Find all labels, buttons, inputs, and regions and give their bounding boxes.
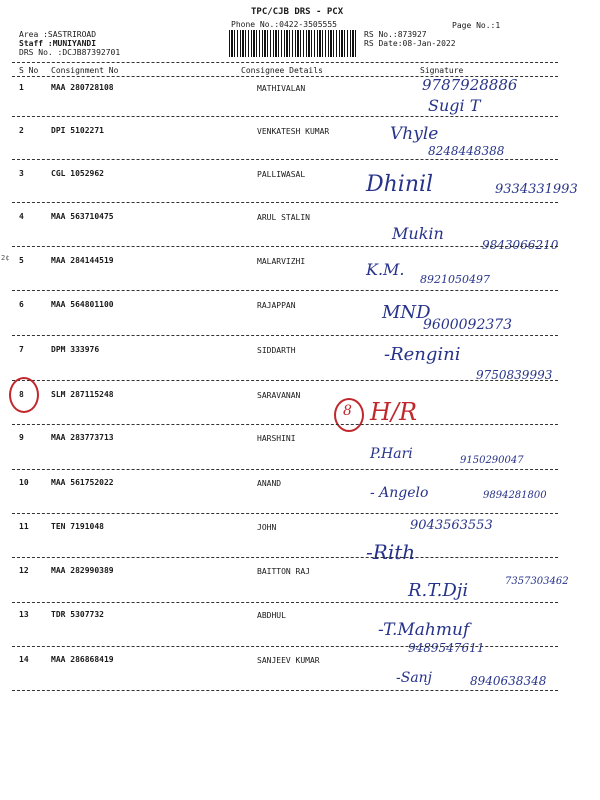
consignment-number: TDR 5307732: [51, 610, 104, 619]
row-number: 12: [19, 566, 29, 575]
rs-date: RS Date:08-Jan-2022: [364, 39, 456, 48]
signature-phone: 8940638348: [470, 674, 547, 688]
row-number: 8: [19, 390, 24, 399]
consignee-name: MALARVIZHI: [257, 257, 306, 266]
row-number: 14: [19, 655, 29, 664]
signature: MND: [382, 302, 431, 323]
column-header-consignee: Consignee Details: [241, 66, 323, 75]
signature: R.T.Dji: [408, 580, 469, 601]
consignment-number: MAA 561752022: [51, 478, 114, 487]
consignee-name: MATHIVALAN: [257, 84, 306, 93]
row-divider: [12, 690, 558, 691]
signature-phone: 9489547611: [408, 641, 485, 655]
consignee-name: ANAND: [257, 479, 282, 488]
signature-phone: 9894281800: [483, 490, 547, 501]
signature-phone: 9750839993: [476, 368, 553, 382]
barcode: [229, 30, 357, 57]
drs-number: DRS No. :DCJB87392701: [19, 48, 121, 57]
row-divider: [12, 469, 558, 470]
return-remark: H/R: [370, 398, 418, 426]
consignee-name: SARAVANAN: [257, 391, 301, 400]
row-divider: [12, 557, 558, 558]
row-number: 9: [19, 433, 24, 442]
row-divider: [12, 202, 558, 203]
consignee-name: VENKATESH KUMAR: [257, 127, 330, 136]
consignment-number: MAA 286868419: [51, 655, 114, 664]
area-label: Area :SASTRIROAD: [19, 30, 97, 39]
row-divider: [12, 335, 558, 336]
row-number: 13: [19, 610, 29, 619]
signature: Vhyle: [390, 124, 439, 144]
consignment-number: CGL 1052962: [51, 169, 104, 178]
consignment-number: MAA 283773713: [51, 433, 114, 442]
row-divider: [12, 290, 558, 291]
signature-phone: 8921050497: [420, 273, 490, 286]
staff-label: Staff :MUNIYANDI: [19, 39, 97, 48]
page-number: Page No.:1: [452, 21, 501, 30]
row-divider: [12, 424, 558, 425]
consignee-name: BAITTON RAJ: [257, 567, 310, 576]
row-number: 3: [19, 169, 24, 178]
signature: K.M.: [366, 260, 405, 279]
consignee-name: PALLIWASAL: [257, 170, 306, 179]
document-title: TPC/CJB DRS - PCX: [251, 7, 344, 17]
consignee-name: RAJAPPAN: [257, 301, 296, 310]
red-circled-number-text: 8: [343, 403, 352, 419]
consignment-number: MAA 564801100: [51, 300, 114, 309]
signature: Dhinil: [366, 172, 434, 197]
consignment-number: DPM 333976: [51, 345, 100, 354]
signature: Mukin: [392, 224, 444, 243]
phone-number: Phone No.:0422-3505555: [231, 20, 337, 29]
signature-phone: 9600092373: [423, 317, 513, 333]
signature: - Angelo: [370, 485, 429, 501]
signature-phone: 8248448388: [428, 144, 505, 158]
row-divider: [12, 513, 558, 514]
consignment-number: TEN 7191048: [51, 522, 104, 531]
row-number: 7: [19, 345, 24, 354]
row-number: 11: [19, 522, 29, 531]
signature-phone: 9843066210: [482, 238, 559, 252]
consignment-number: SLM 287115248: [51, 390, 114, 399]
signature-phone: 7357303462: [505, 576, 569, 587]
signature: P.Hari: [370, 446, 413, 462]
signature: -Rengini: [384, 344, 461, 365]
signature-phone: 9043563553: [410, 518, 493, 533]
row-number: 6: [19, 300, 24, 309]
consignee-name: JOHN: [257, 523, 277, 532]
signature-phone: 9150290047: [460, 455, 524, 466]
divider: [12, 62, 558, 63]
row-divider: [12, 646, 558, 647]
signature: -Sanj: [396, 670, 433, 686]
consignee-name: ARUL STALIN: [257, 213, 310, 222]
column-header-sno: S No: [19, 66, 39, 75]
consignee-name: SANJEEV KUMAR: [257, 656, 320, 665]
row-number: 10: [19, 478, 29, 487]
consignment-number: MAA 280728108: [51, 83, 114, 92]
consignment-number: MAA 282990389: [51, 566, 114, 575]
rs-number: RS No.:873927: [364, 30, 427, 39]
row-number: 2: [19, 126, 24, 135]
row-divider: [12, 116, 558, 117]
consignment-number: DPI 5102271: [51, 126, 104, 135]
row-circle-mark: [9, 377, 39, 413]
column-header-consignment: Consignment No: [51, 66, 119, 75]
column-header-signature: Signature: [420, 66, 464, 75]
row-number: 5: [19, 256, 24, 265]
row-number: 4: [19, 212, 24, 221]
consignee-name: HARSHINI: [257, 434, 296, 443]
consignee-name: SIDDARTH: [257, 346, 296, 355]
row-divider: [12, 602, 558, 603]
signature: Sugi T: [428, 96, 481, 115]
row-divider: [12, 159, 558, 160]
signature-phone: 9787928886: [422, 76, 518, 94]
row-divider: [12, 246, 558, 247]
signature: -Rith: [366, 540, 416, 564]
signature: -T.Mahmuf: [378, 620, 470, 640]
consignee-name: ABDHUL: [257, 611, 286, 620]
consignment-number: MAA 563710475: [51, 212, 114, 221]
consignment-number: MAA 284144519: [51, 256, 114, 265]
margin-mark: 2¢: [1, 254, 10, 262]
row-divider: [12, 380, 558, 381]
signature-phone: 9334331993: [495, 182, 578, 197]
row-number: 1: [19, 83, 24, 92]
